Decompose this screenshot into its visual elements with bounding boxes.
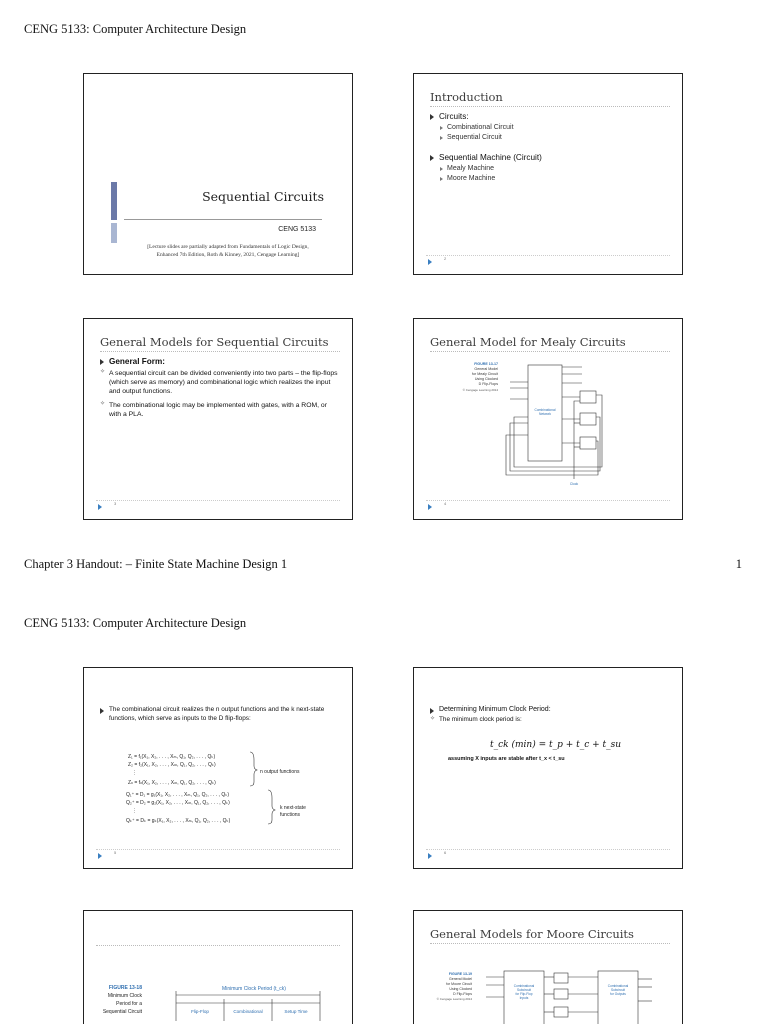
diamond-bullet: ✧ The combinational logic may be implemented with gates, with a ROM, or with a PLA. (100, 401, 338, 419)
brace-icon (250, 752, 257, 786)
block-label-line: Combinational (513, 984, 535, 988)
caption-line: FIGURE 13-19 (448, 972, 472, 976)
slide-number: 4 (444, 501, 447, 506)
figure-caption (437, 972, 473, 1001)
slide-introduction (413, 73, 683, 275)
accent-bar (111, 182, 117, 220)
slide-footer (426, 500, 670, 511)
caption-line: © Cengage Learning 2014 (436, 997, 472, 1001)
segment-label: Setup Time (284, 1009, 308, 1014)
slide-number: 5 (114, 850, 117, 855)
page-number: 1 (735, 557, 742, 571)
diamond-bullet: ✧ A sequential circuit can be divided conveniently into two parts – the flip-flops (which serve as memory) and combinational logic which realizes the input and output functions. (100, 369, 338, 397)
caption-line: Using Clocked (474, 377, 498, 381)
brace-label: k next-state (280, 805, 306, 811)
equation-line: Z₂ = f₂(X₁, X₂, . . . , Xₘ, Q₁, Q₂, . . . , Qₖ) (128, 762, 216, 768)
block-label-line: for Flip-Flop (515, 992, 533, 996)
triangle-icon (428, 504, 432, 510)
bullet-list (430, 112, 668, 185)
slide-title: Introduction (430, 90, 670, 107)
circuit-lines (506, 365, 602, 479)
sub-bullet-item: Moore Machine (440, 175, 668, 182)
block-label-line: Combinational (534, 408, 556, 412)
accent-bar-light (111, 223, 117, 243)
slide-footer (426, 849, 670, 860)
caption-line: FIGURE 13-18 (108, 985, 142, 991)
output-block (598, 971, 638, 1024)
sub-bullet-item: Mealy Machine (440, 165, 668, 172)
caption-line: © Cengage Learning 2014 (462, 388, 498, 392)
block-label-line: Combinational (607, 984, 629, 988)
block-label-line: Subcircuit (611, 988, 625, 992)
course-code: CENG 5133 (278, 226, 316, 233)
mealy-circuit-diagram (414, 357, 683, 507)
title-rule (96, 945, 340, 946)
equation-line: Q₁⁺ = D₁ = g₁(X₁, X₂, . . . , Xₘ, Q₁, Q₂, . . . , Qₖ) (126, 792, 229, 798)
credit-line-2: Enhanced 7th Edition, Roth & Kinney, 2021, Cengage Learning] (156, 251, 300, 258)
block-labels (514, 984, 629, 1000)
block-label (534, 408, 578, 486)
figure-caption (463, 362, 499, 392)
equation-line: Q₂⁺ = D₂ = g₂(X₁, X₂, . . . , Xₘ, Q₁, Q₂, . . . , Qₖ) (126, 800, 230, 806)
segment-label: Combinational (233, 1009, 263, 1014)
bullet-item: General Form: (100, 357, 338, 366)
slide-title: General Model for Mealy Circuits (430, 335, 670, 352)
slide-number: 6 (444, 850, 447, 855)
caption-line: D Flip-Flops (453, 992, 472, 996)
timing-lines (176, 991, 320, 1021)
diamond-bullet: ✧ The minimum clock period is: (430, 716, 668, 725)
slide-min-clock-period (413, 667, 683, 869)
bullet-list (100, 357, 338, 423)
period-label: Minimum Clock Period (t_ck) (222, 986, 286, 992)
triangle-icon (98, 853, 102, 859)
slide-number: 3 (114, 501, 117, 506)
triangle-icon (428, 259, 432, 265)
caption-line: D Flip-Flops (478, 382, 498, 386)
block-label-line: Inputs (519, 996, 529, 1000)
bullet-item: Sequential Machine (Circuit) (430, 153, 668, 162)
caption-line: for Moore Circuit (446, 982, 472, 986)
block-label-line: Network (538, 412, 552, 416)
slide-title-sequential-circuits (83, 73, 353, 275)
page-header: CENG 5133: Computer Architecture Design (24, 616, 247, 630)
slide-clock-timing (83, 910, 353, 1024)
equation-line: Qₖ⁺ = Dₖ = gₖ(X₁, X₂, . . . , Xₘ, Q₁, Q₂, . . . , Qₖ) (126, 818, 231, 824)
caption-line: General Model (474, 367, 498, 371)
bullet-item: The combinational circuit realizes the n output functions and the k next-state functions, which serve as inputs to the D flip-flops: (100, 706, 338, 724)
segment-labels (191, 1009, 308, 1014)
formula-note: assuming X inputs are stable after t_x < t_su (448, 756, 565, 762)
caption-line: FIGURE 13-17 (474, 362, 498, 366)
equation-line: ⋮ (132, 808, 137, 814)
sub-bullet-item: Sequential Circuit (440, 134, 668, 141)
segment-label: Flip-Flop (191, 1009, 209, 1014)
equation-line: ⋮ (132, 770, 137, 776)
slide-number: 2 (444, 256, 447, 261)
page-footer: Chapter 3 Handout: – Finite State Machine Design 1 (24, 557, 288, 571)
equation-line: Z₁ = f₁(X₁, X₂, . . . , Xₘ, Q₁, Q₂, . . . , Qₖ) (128, 754, 216, 760)
credit-line-1: [Lecture slides are partially adapted from Fundamentals of Logic Design, (147, 244, 309, 250)
equation-line: Zₙ = fₙ(X₁, X₂, . . . , Xₘ, Q₁, Q₂, . . . , Qₖ) (128, 780, 216, 786)
slide-mealy-model (413, 318, 683, 520)
slide-title: General Models for Sequential Circuits (100, 335, 340, 352)
bullet-list (430, 706, 668, 729)
caption-line: Using Clocked (449, 987, 472, 991)
bullet-item: Determining Minimum Clock Period: (430, 706, 668, 713)
slide-footer (426, 255, 670, 266)
caption-line: General Model (449, 977, 472, 981)
caption-line: Minimum Clock (107, 993, 142, 999)
bullet-list (100, 706, 338, 727)
triangle-icon (428, 853, 432, 859)
caption-line: for Mealy Circuit (472, 372, 498, 376)
block-label-line: Subcircuit (517, 988, 531, 992)
figure-caption (103, 985, 143, 1015)
circuit-lines (486, 971, 652, 1024)
slide-footer (96, 500, 340, 511)
sub-bullet-item: Combinational Circuit (440, 124, 668, 131)
slide-title: General Models for Moore Circuits (430, 927, 670, 944)
credit-text (124, 244, 332, 260)
brace-icon (268, 790, 275, 824)
slide-general-models (83, 318, 353, 520)
moore-circuit-diagram (414, 967, 683, 1024)
divider (124, 219, 322, 220)
slide-moore-model (413, 910, 683, 1024)
equations-figure (84, 740, 353, 850)
timing-figure (84, 981, 353, 1024)
equations (126, 754, 306, 824)
formula: t_ck (min) = t_p + t_c + t_su (490, 740, 622, 750)
caption-line: Period for a (116, 1001, 142, 1007)
block-label-line: for Outputs (610, 992, 626, 996)
bullet-item: Circuits: (430, 112, 668, 121)
triangle-icon (98, 504, 102, 510)
brace-label: functions (280, 812, 301, 818)
page-header: CENG 5133: Computer Architecture Design (24, 22, 247, 36)
brace-label: n output functions (260, 769, 300, 775)
caption-line: Sequential Circuit (102, 1009, 142, 1015)
slide-footer (96, 849, 340, 860)
clock-label: Clock (569, 482, 579, 486)
slide-title: Sequential Circuits (202, 189, 324, 204)
slide-combinational-functions (83, 667, 353, 869)
